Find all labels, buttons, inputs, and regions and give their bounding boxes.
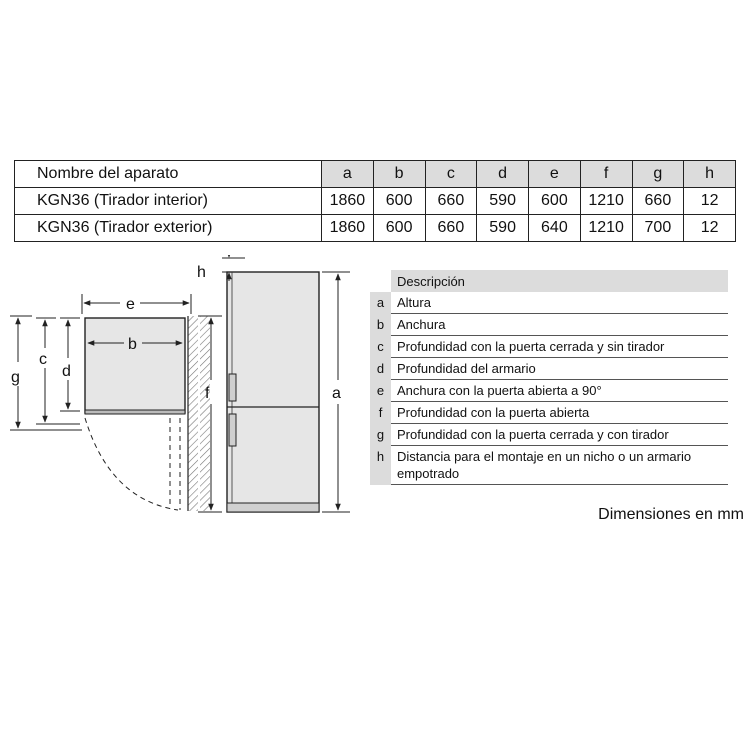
row-device-name: KGN36 (Tirador interior) [15,188,322,215]
legend-key: b [370,314,391,336]
wall-hatch [188,316,198,511]
cell-h: 12 [684,215,736,242]
cell-a: 1860 [322,215,374,242]
table-header-row [15,161,736,188]
dim-label-c: c [39,351,47,368]
dimensions-table [14,160,736,242]
fridge-dimension-diagram [0,255,370,525]
legend-title: Descripción [391,270,728,292]
cell-g: 700 [632,215,684,242]
header-col-f: f [580,161,632,188]
legend-item [370,380,728,402]
dim-label-a: a [332,385,341,402]
header-col-g: g [632,161,684,188]
legend-item [370,336,728,358]
legend-item [370,424,728,446]
header-col-h: h [684,161,736,188]
description-legend [370,270,728,485]
legend-key: e [370,380,391,402]
side-view [197,255,350,512]
cell-d: 590 [477,188,529,215]
header-col-e: e [529,161,581,188]
legend-text: Profundidad con la puerta cerrada y sin tirador [391,336,728,358]
legend-key: c [370,336,391,358]
cell-b: 600 [373,215,425,242]
row-device-name: KGN36 (Tirador exterior) [15,215,322,242]
cell-g: 660 [632,188,684,215]
legend-item [370,402,728,424]
dim-label-b: b [128,336,137,353]
header-col-c: c [425,161,477,188]
legend-key: f [370,402,391,424]
door-closed [85,410,185,414]
legend-text: Profundidad con la puerta cerrada y con tirador [391,424,728,446]
table-row [15,188,736,215]
legend-item [370,314,728,336]
legend-key: h [370,446,391,485]
legend-header [370,270,728,292]
legend-text: Anchura [391,314,728,336]
header-col-d: d [477,161,529,188]
cell-f: 1210 [580,188,632,215]
header-device-name: Nombre del aparato [15,161,322,188]
header-col-a: a [322,161,374,188]
legend-item [370,292,728,314]
legend-key: g [370,424,391,446]
cell-a: 1860 [322,188,374,215]
upper-handle [229,374,236,401]
top-view [10,294,198,511]
legend-key: d [370,358,391,380]
cell-e: 600 [529,188,581,215]
dim-label-g: g [11,369,20,386]
legend-text: Distancia para el montaje en un nicho o un armario empotrado [391,446,728,485]
cell-e: 640 [529,215,581,242]
cell-c: 660 [425,215,477,242]
legend-text: Profundidad del armario [391,358,728,380]
legend-item [370,358,728,380]
side-wall-hatch [200,316,210,511]
cabinet-top-outline [85,318,185,413]
dim-label-h: h [197,264,206,281]
legend-text: Anchura con la puerta abierta a 90° [391,380,728,402]
legend-text: Profundidad con la puerta abierta [391,402,728,424]
header-col-b: b [373,161,425,188]
door-swing-arc [85,418,178,510]
legend-key: a [370,292,391,314]
cell-b: 600 [373,188,425,215]
cell-f: 1210 [580,215,632,242]
cell-d: 590 [477,215,529,242]
cell-c: 660 [425,188,477,215]
legend-text: Altura [391,292,728,314]
dim-label-f: f [205,385,210,402]
dim-label-d: d [62,363,71,380]
table-row [15,215,736,242]
lower-handle [229,414,236,446]
units-note: Dimensiones en mm [598,506,744,523]
fridge-base [227,503,319,512]
cell-h: 12 [684,188,736,215]
dim-label-e: e [126,296,135,313]
fridge-body [227,272,319,512]
legend-item [370,446,728,485]
